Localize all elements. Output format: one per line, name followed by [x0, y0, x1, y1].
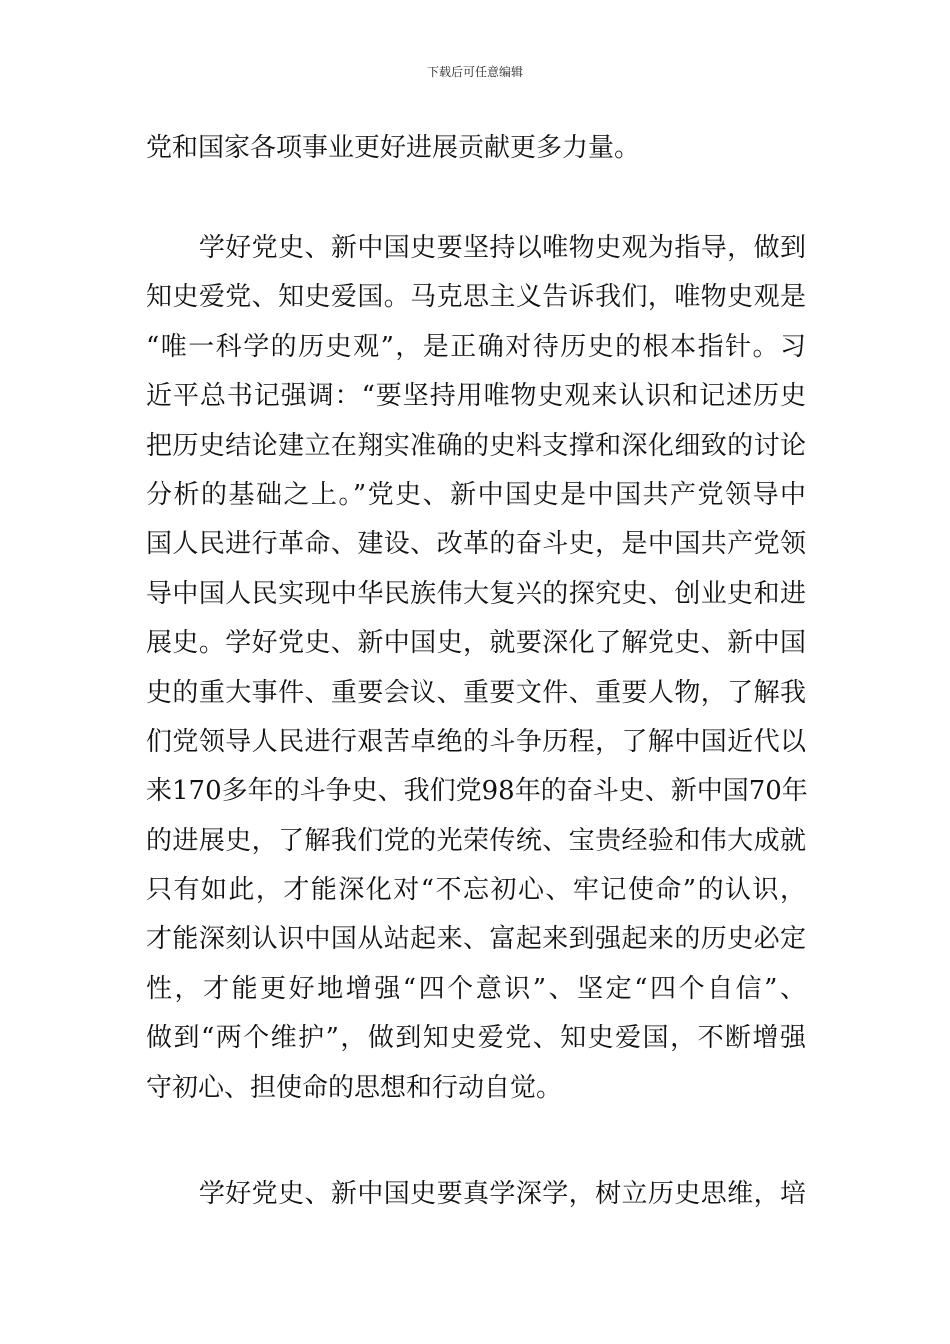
page-header-note: 下载后可任意编辑 [426, 65, 523, 79]
text-line: 的进展史，了解我们党的光荣传统、宝贵经验和伟大成就 [146, 825, 806, 856]
text-line: 导中国人民实现中华民族伟大复兴的探究史、创业史和进 [146, 578, 806, 609]
paragraph-2 [146, 224, 806, 1113]
text-line: 展史。学好党史、新中国史，就要深化了解党史、新中国 [146, 628, 806, 659]
text-line: 学好党史、新中国史要真学深学，树立历史思维，培 [146, 1179, 806, 1209]
text-line: 知史爱党、知史爱国。马克思主义告诉我们，唯物史观是 [146, 282, 806, 313]
text-line: 守初心、担使命的思想和行动自觉。 [146, 1072, 563, 1103]
text-line: 分析的基础之上。”党史、新中国史是中国共产党领导中 [146, 479, 806, 510]
text-line: 党和国家各项事业更好进展贡献更多力量。 [146, 133, 641, 163]
text-line: 只有如此，才能深化对“不忘初心、牢记使命”的认识， [146, 875, 806, 906]
text-line: 们党领导人民进行艰苦卓绝的斗争历程，了解中国近代以 [146, 726, 806, 757]
text-line: 把历史结论建立在翔实准确的史料支撑和深化细致的讨论 [146, 430, 806, 461]
text-line: 性，才能更好地增强“四个意识”、坚定“四个自信”、 [146, 973, 806, 1004]
text-line: “唯一科学的历史观”，是正确对待历史的根本指针。习 [146, 331, 806, 362]
text-line: 才能深刻认识中国从站起来、富起来到强起来的历史必定 [146, 924, 806, 955]
text-line: 史的重大事件、重要会议、重要文件、重要人物，了解我 [146, 677, 806, 708]
text-line: 学好党史、新中国史要坚持以唯物史观为指导，做到 [146, 233, 806, 263]
text-line: 近平总书记强调：“要坚持用唯物史观来认识和记述历史 [146, 381, 806, 412]
text-line: 做到“两个维护”，做到知史爱党、知史爱国，不断增强 [146, 1023, 806, 1054]
text-line: 来170多年的斗争史、我们党98年的奋斗史、新中国70年 [146, 776, 808, 807]
text-line: 国人民进行革命、建设、改革的奋斗史，是中国共产党领 [146, 529, 806, 560]
paragraph-1 [146, 124, 806, 173]
paragraph-3 [146, 1170, 806, 1219]
